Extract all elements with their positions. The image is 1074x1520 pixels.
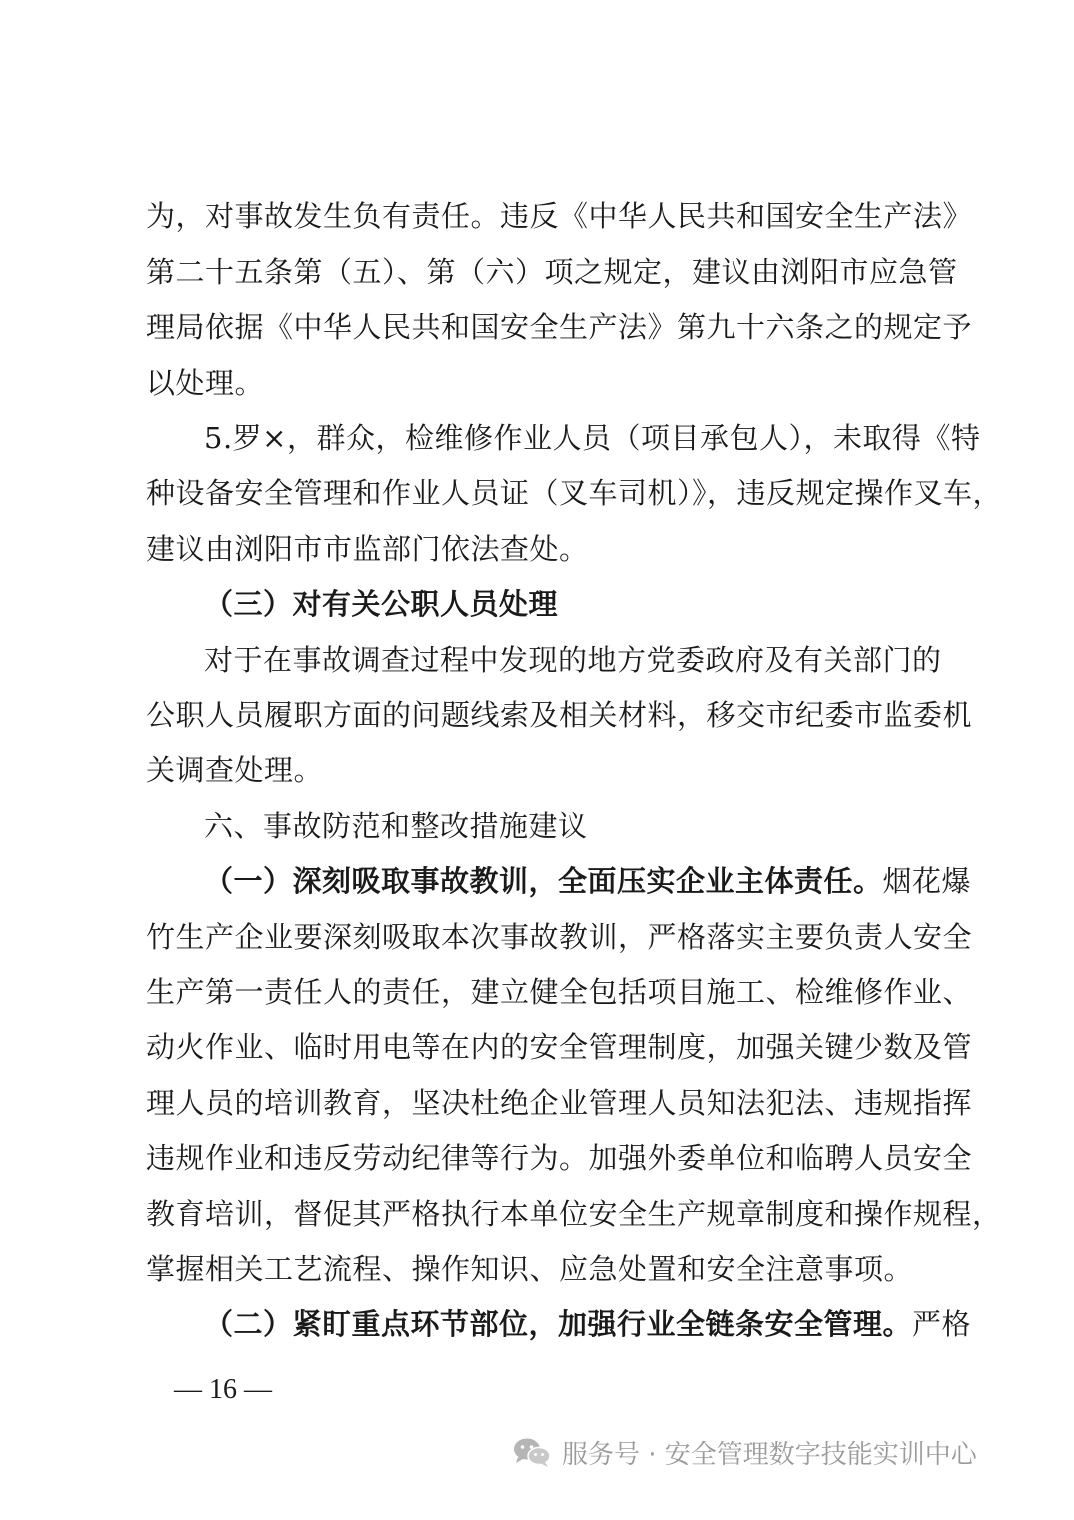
text-line: 为，对事故发生负有责任。违反《中华人民共和国安全生产法》 xyxy=(146,199,973,233)
text-line: 违规作业和违反劳动纪律等行为。加强外委单位和临聘人员安全 xyxy=(146,1141,973,1175)
text-line: 以处理。 xyxy=(146,366,265,400)
text-line: 种设备安全管理和作业人员证（叉车司机）》，违反规定操作叉车， xyxy=(146,476,1003,510)
paragraph-lead-text: 烟花爆 xyxy=(882,864,972,898)
paragraph-heading: （二）紧盯重点环节部位，加强行业全链条安全管理。 xyxy=(204,1307,913,1341)
page-number: — 16 — xyxy=(174,1374,272,1405)
text-line: 第二十五条第（五）、第（六）项之规定，建议由浏阳市应急管 xyxy=(146,255,958,289)
paragraph-first-line xyxy=(204,861,972,901)
text-line: 生产第一责任人的责任，建立健全包括项目施工、检维修作业、 xyxy=(146,975,973,1009)
watermark-text: 服务号 · 安全管理数字技能实训中心 xyxy=(562,1439,977,1470)
watermark xyxy=(512,1430,977,1474)
paragraph-first-line xyxy=(204,1304,972,1344)
text-line: 对于在事故调查过程中发现的地方党委政府及有关部门的 xyxy=(204,643,942,677)
text-line: 动火作业、临时用电等在内的安全管理制度，加强关键少数及管 xyxy=(146,1030,973,1064)
text-line: 理人员的培训教育，坚决杜绝企业管理人员知法犯法、违规指挥 xyxy=(146,1086,973,1120)
text-line: 建议由浏阳市市监部门依法查处。 xyxy=(146,532,589,566)
paragraph-heading: （一）深刻吸取事故教训，全面压实企业主体责任。 xyxy=(204,864,883,898)
wechat-icon xyxy=(512,1436,552,1468)
text-line: 公职人员履职方面的问题线索及相关材料，移交市纪委市监委机 xyxy=(146,698,973,732)
text-line: 理局依据《中华人民共和国安全生产法》第九十六条之的规定予 xyxy=(146,310,973,344)
chapter-heading: 六、事故防范和整改措施建议 xyxy=(204,809,588,843)
text-line: 竹生产企业要深刻吸取本次事故教训，严格落实主要负责人安全 xyxy=(146,920,973,954)
text-line: 关调查处理。 xyxy=(146,753,324,787)
text-line: 教育培训，督促其严格执行本单位安全生产规章制度和操作规程， xyxy=(146,1197,1002,1231)
text-line: 掌握相关工艺流程、操作知识、应急处置和安全注意事项。 xyxy=(146,1252,914,1286)
paragraph-lead-text: 严格 xyxy=(912,1307,972,1341)
section-heading: （三）对有关公职人员处理 xyxy=(204,587,559,621)
text-line: 5.罗×，群众，检维修作业人员（项目承包人），未取得《特 xyxy=(204,421,981,455)
